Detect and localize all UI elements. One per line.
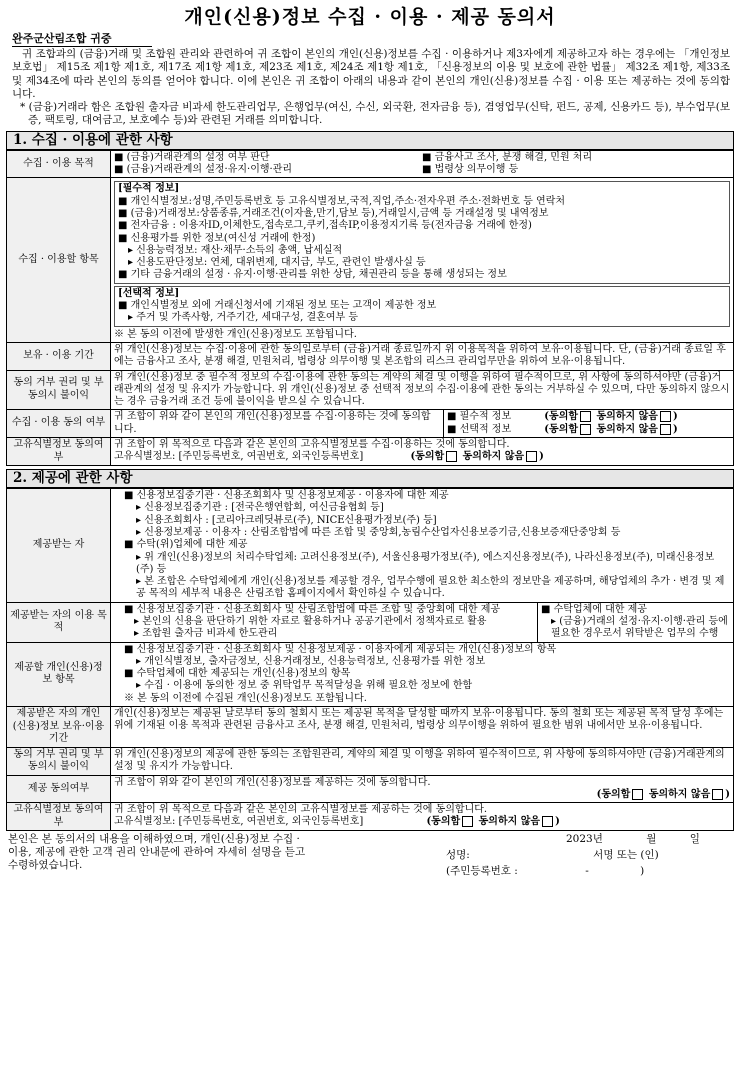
- provide-item: ※ 본 동의 이전에 수집된 개인(신용)정보도 포함됩니다.: [124, 692, 367, 704]
- purpose-item: ■ 금융사고 조사, 분쟁 해결, 민원 처리: [422, 151, 593, 163]
- provide-retention-row: [7, 707, 734, 748]
- provide-uid-agree-checkbox[interactable]: [462, 816, 473, 827]
- provide-retention-text: 개인(신용)정보는 제공된 날로부터 동의 철회시 또는 제공된 목적을 달성할 때까지 보유·이용됩니다. 동의 철회 또는 제공된 목적 달성 후에는 위에 기재된 이용 목적과 관련된 금융사고 조사, 분쟁 해결, 민원처리, 법령상 의무이행을 위하여 필요한 범위 내에서만 보유·이용됩니다.: [111, 707, 734, 748]
- required-item: ■ (금융)거래정보:상품종류,거래조건(이자율,만기,담보 등),거래일시,금액 등 거래설정 및 내역정보: [118, 207, 549, 219]
- recipient-cell: [111, 489, 734, 603]
- close-paren: ): [672, 423, 678, 435]
- required-item: ▸ 신용도판단정보: 연체, 대위변제, 대지급, 부도, 관련인 발생사실 등: [128, 257, 426, 269]
- consent-label: 수집 · 이용 동의 여부: [7, 410, 111, 438]
- close-paren: ): [672, 411, 678, 423]
- required-item: ■ 전자금융 : 이용자ID,이체한도,접속로그,쿠키,접속IP,이용정지기록 등(전자금융 거래에 한정): [118, 220, 532, 232]
- agree-label: (동의함: [410, 451, 445, 463]
- id-close: ): [640, 865, 645, 878]
- page-title: 개인(신용)정보 수집 · 이용 · 제공 동의서: [184, 6, 556, 28]
- section2-heading: 2. 제공에 관한 사항: [6, 469, 734, 488]
- purpose-item: ■ (금융)거래관계의 설정·유지·이행·관리: [114, 164, 293, 176]
- provide-consent-text: 귀 조합이 위와 같이 본인의 개인(신용)정보를 제공하는 것에 동의합니다.: [114, 776, 431, 788]
- close-paren: ): [555, 816, 560, 828]
- recipient-row: [7, 489, 734, 603]
- recipient-purpose-cell: [111, 602, 734, 642]
- purpose-label: 수집 · 이용 목적: [7, 150, 111, 178]
- purpose-item: ■ 법령상 의무이행 등: [422, 164, 519, 176]
- uid-label: 고유식별정보 동의여부: [7, 438, 111, 466]
- recipient-purpose-label: 제공받는 자의 이용 목적: [7, 602, 111, 642]
- provide-item: ▸ 개인식별정보, 출자금정보, 신용거래정보, 신용능력정보, 신용평가를 위한 정보: [136, 655, 486, 667]
- id-dash: -: [585, 865, 589, 878]
- refusal-row: [7, 370, 734, 410]
- optional-item: ▸ 주거 및 가족사항, 거주기간, 세대구성, 결혼여부 등: [128, 312, 359, 324]
- provide-agree-checkbox[interactable]: [632, 789, 643, 800]
- consent-options: [443, 410, 733, 437]
- purpose-item: ■ 신용정보집중기관 · 신용조회회사 및 산림조합법에 따른 조합 및 중앙회에 대한 제공: [124, 603, 501, 615]
- items-row: [7, 178, 734, 343]
- recipient-item: ▸ 본 조합은 수탁업체에게 개인(신용)정보를 제공할 경우, 업무수행에 필요한 최소한의 정보만을 제공하며, 해당업체의 추가 · 변경 및 제공 목적의 세부적 내용은 산림조합 홈페이지에서 확인하실 수 있습니다.: [136, 576, 725, 600]
- recipient-label: 제공받는 자: [7, 489, 111, 603]
- provide-uid-row: [7, 803, 734, 831]
- purpose-row: [7, 150, 734, 178]
- refusal-text: 위 개인(신용)정보 중 필수적 정보의 수집·이용에 관한 동의는 계약의 체결 및 이행을 위하여 필수적이므로, 위 사항에 동의하셔야만 (금융)거래관계의 설정 및 유지가 가능합니다. 위 개인(신용)정보 중 선택적 정보의 수집·이용에 관한 동의는 거부하실 수 있으며, 다만 동의하지 않으시는 경우 금융거래 조건 등에 불이익을 받으실 수 있습니다.: [111, 370, 734, 410]
- optional-item: ■ 개인식별정보 외에 거래신청서에 기재된 정보 또는 고객이 제공한 정보: [118, 300, 437, 312]
- required-agree-checkbox[interactable]: [580, 411, 591, 422]
- items-note: ※ 본 동의 이전에 발생한 개인(신용)정보도 포함됩니다.: [114, 328, 357, 340]
- provide-consent-row: [7, 775, 734, 803]
- provide-items-label: 제공할 개인(신용)정보 항목: [7, 642, 111, 706]
- provide-uid-text: 귀 조합이 위 목적으로 다음과 같은 본인의 고유식별정보를 제공하는 것에 동의합니다.: [114, 804, 488, 816]
- recipient-item: ▸ 신용조회회사 : [코리아크레딧뷰로(주), NICE신용평가정보(주) 등]: [136, 514, 437, 526]
- provide-items-row: [7, 642, 734, 706]
- uid-items: 고유식별정보: [주민등록번호, 여권번호, 외국인등록번호]: [114, 451, 364, 463]
- provide-item: ▸ 수집 · 이용에 동의한 정보 중 위탁업무 목적달성을 위해 필요한 정보에 한함: [136, 680, 473, 692]
- agree-label: (동의함: [544, 423, 579, 435]
- purpose-item: ▸ (금융)거래의 설정·유지·이행·관리 등에 필요한 경우로서 위탁받은 업무의 수행: [551, 615, 728, 640]
- provide-item: ■ 수탁업체에 대한 제공되는 개인(신용)정보의 항목: [124, 668, 351, 680]
- provide-uid-items: 고유식별정보: [주민등록번호, 여권번호, 외국인등록번호]: [114, 816, 364, 828]
- required-consent-label: ■ 필수적 정보: [447, 411, 512, 423]
- provide-refusal-row: [7, 747, 734, 775]
- required-item: ■ 개인식별정보:성명,주민등록번호 등 고유식별정보,국적,직업,주소·전자우편 주소·전화번호 등 연락처: [118, 195, 566, 207]
- close-paren: ): [725, 788, 730, 800]
- provide-consent-label: 제공 동의여부: [7, 775, 111, 803]
- required-item: ■ 기타 금융거래의 설정 · 유지·이행·관리를 위한 상담, 채권관리 등을 통해 생성되는 정보: [118, 269, 507, 281]
- uid-disagree-checkbox[interactable]: [526, 451, 537, 462]
- footer-statement: 본인은 본 동의서의 내용을 이해하였으며, 개인(신용)정보 수집 · 이용, 제공에 관한 고객 권리 안내문에 관하여 자세히 설명을 듣고 수령하였습니다.: [8, 833, 306, 872]
- day: 일: [689, 833, 700, 846]
- required-item: ▸ 신용능력정보: 재산·채무·소득의 총액, 납세실적: [128, 244, 343, 256]
- retention-text: 위 개인(신용)정보는 수집·이용에 관한 동의일로부터 (금융)거래 종료일까지 위 이용목적을 위하여 보유·이용됩니다. 단, (금융)거래 종료일 후에는 금융사고 조사, 분쟁 해결, 민원처리, 법령상 의무이행 및 본조합의 리스크 관리업무만을 위하여 보유·이용됩니다.: [111, 342, 734, 370]
- disagree-label: 동의하지 않음: [648, 788, 711, 800]
- section1-heading: 1. 수집 · 이용에 관한 사항: [6, 131, 734, 150]
- required-disagree-checkbox[interactable]: [660, 411, 671, 422]
- provide-uid-disagree-checkbox[interactable]: [542, 816, 553, 827]
- signature-block: [446, 833, 736, 878]
- intro: [12, 48, 730, 128]
- optional-agree-checkbox[interactable]: [580, 424, 591, 435]
- id-label: (주민등록번호 :: [446, 865, 518, 878]
- purpose-item: ■ 수탁업체에 대한 제공: [541, 603, 647, 615]
- provide-item: ■ 신용정보집중기관 · 신용조회회사 및 신용정보제공 · 이용자에게 제공되는 개인(신용)정보의 항목: [124, 643, 557, 655]
- provide-items-cell: [111, 642, 734, 706]
- recipient-item: ▸ 신용정보집중기관 : [전국은행연합회, 여신금융협회 등]: [136, 502, 384, 514]
- purpose-cell: [111, 150, 734, 178]
- agree-label: (동의함: [544, 411, 579, 423]
- items-cell: [111, 178, 734, 343]
- retention-row: [7, 342, 734, 370]
- provide-refusal-label: 동의 거부 권리 및 부동의시 불이익: [7, 747, 111, 775]
- provide-disagree-checkbox[interactable]: [712, 789, 723, 800]
- consent-form: [6, 4, 734, 903]
- provide-retention-label: 제공받은 자의 개인(신용)정보 보유·이용 기간: [7, 707, 111, 748]
- consent-cell: [111, 410, 734, 438]
- provide-uid-cell: [111, 803, 734, 831]
- disagree-label: 동의하지 않음: [596, 411, 658, 423]
- required-info-box: [114, 181, 730, 283]
- recipient-item: ▸ 신용정보제공 · 이용자 : 산림조합법에 따른 조합 및 중앙회,농림수산업자신용보증기금,신용보증재단중앙회 등: [136, 526, 621, 538]
- optional-info-box: [114, 286, 730, 327]
- section2-table: [6, 488, 734, 831]
- purpose-item: ▸ 본인의 신용을 판단하기 위한 자료로 활용하거나 공공기관에서 정책자료로 활용: [134, 615, 487, 627]
- optional-title: [선택적 정보]: [118, 287, 180, 299]
- disagree-label: 동의하지 않음: [462, 451, 525, 463]
- sign-label[interactable]: 서명 또는 (인): [593, 849, 659, 862]
- section1-table: [6, 150, 734, 466]
- provide-refusal-text: 위 개인(신용)정보의 제공에 관한 동의는 조합원관리, 계약의 체결 및 이행을 위하여 필수적이므로, 위 사항에 동의하셔야만 (금융)거래관계의 설정 및 유지가 가능합니다.: [111, 747, 734, 775]
- recipient-item: ■ 신용정보집중기관 · 신용조회회사 및 신용정보제공 · 이용자에 대한 제공: [124, 490, 449, 502]
- disagree-label: 동의하지 않음: [478, 816, 541, 828]
- optional-consent-label: ■ 선택적 정보: [447, 423, 512, 435]
- intro-text: 귀 조합과의 (금융)거래 및 조합원 관리와 관련하여 귀 조합이 본인의 개인(신용)정보를 수집 · 이용하거나 제3자에게 제공하고자 하는 경우에는 「개인정보 보호법」 제15조 제1항 제1호, 제17조 제1항 제1호, 제23조 제1호, 제24조 제1항 제1호, 「신용정보의 이용 및 보호에 관한 법률」 제32조 제1항, 제33조 및 제34조에 따라 본인의 동의를 얻어야 합니다. 이에 본인은 귀 조합이 아래의 내용과 같이 본인의 개인(신용)정보를 수집 · 이용 또는 제공하는 것에 동의합니다.: [12, 48, 730, 100]
- footer: [6, 833, 734, 903]
- intro-note: * (금융)거래라 함은 조합원 출자금 비과세 한도관리업무, 은행업무(여신, 수신, 외국환, 전자금융 등), 겸영업무(신탁, 펀드, 공제, 신용카드 등), 부수업무(보증, 팩토링, 대여금고, 보호예수 등)와 관련된 거래를 의미합니다.: [20, 101, 730, 127]
- recipient-item: ■ 수탁(위)업체에 대한 제공: [124, 539, 248, 551]
- year: 2023년: [566, 833, 603, 846]
- recipient-item: ▸ 위 개인(신용)정보의 처리수탁업체: 고려신용정보(주), 서울신용평가정보(주), 에스지신용정보(주), 나라신용정보(주), 미래신용정보(주) 등: [136, 551, 715, 575]
- refusal-label: 동의 거부 권리 및 부동의시 불이익: [7, 370, 111, 410]
- purpose-item: ■ (금융)거래관계의 설정 여부 판단: [114, 151, 270, 163]
- provide-uid-label: 고유식별정보 동의여부: [7, 803, 111, 831]
- agree-label: (동의함: [426, 816, 461, 828]
- provide-consent-cell: [111, 775, 734, 803]
- required-title: [필수적 정보]: [118, 183, 180, 195]
- consent-text: 귀 조합이 위와 같이 본인의 개인(신용)정보를 수집·이용하는 것에 동의합니다.: [114, 411, 431, 435]
- uid-text: 귀 조합이 위 목적으로 다음과 같은 본인의 고유식별정보를 수집·이용하는 것에 동의합니다.: [114, 439, 510, 451]
- uid-row: [7, 438, 734, 466]
- required-item: ■ 신용평가를 위한 정보(여신성 거래에 한정): [118, 232, 316, 244]
- items-label: 수집 · 이용할 항목: [7, 178, 111, 343]
- recipient-purpose-row: [7, 602, 734, 642]
- agree-label: (동의함: [596, 788, 631, 800]
- uid-cell: [111, 438, 734, 466]
- purpose-item: ▸ 조합원 출자금 비과세 한도관리: [134, 628, 278, 640]
- retention-label: 보유 · 이용 기간: [7, 342, 111, 370]
- name-label: 성명:: [446, 849, 470, 862]
- consent-row: [7, 410, 734, 438]
- uid-agree-checkbox[interactable]: [446, 451, 457, 462]
- disagree-label: 동의하지 않음: [596, 423, 658, 435]
- month: 월: [646, 833, 657, 846]
- close-paren: ): [539, 451, 544, 463]
- optional-disagree-checkbox[interactable]: [660, 424, 671, 435]
- addressee: 완주군산림조합 귀중: [12, 32, 152, 47]
